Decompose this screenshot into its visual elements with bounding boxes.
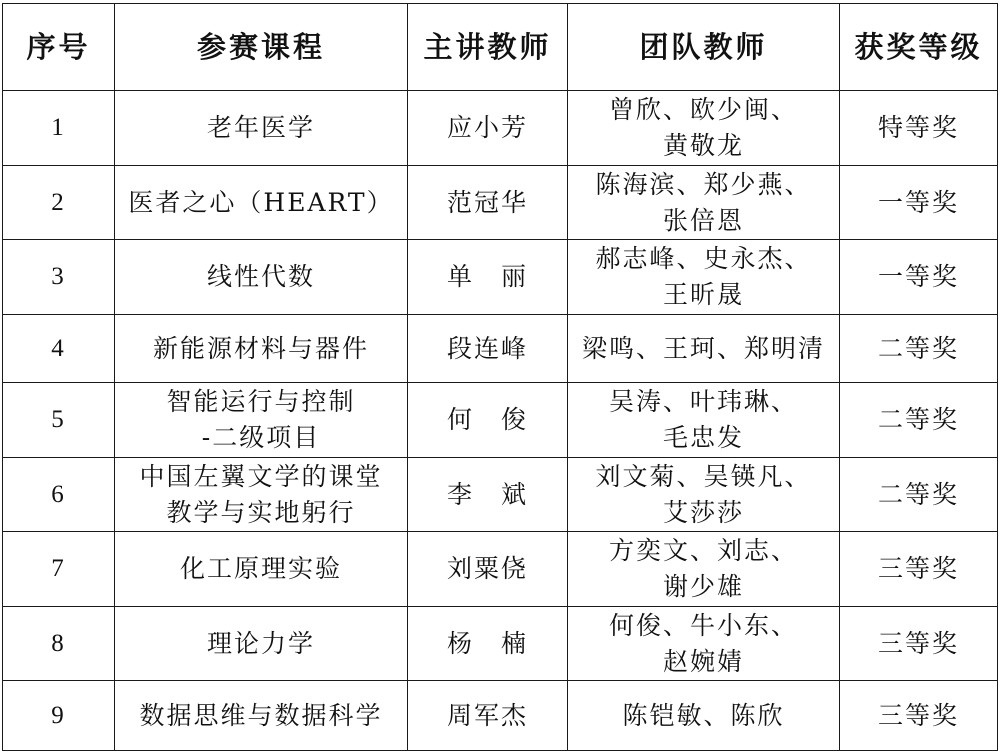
cell-course bbox=[115, 315, 408, 383]
cell-index: 4 bbox=[3, 315, 115, 383]
table-row bbox=[3, 383, 998, 458]
team-line: 方奕文、刘志、 bbox=[608, 536, 798, 565]
course-line: 智能运行与控制 bbox=[166, 387, 356, 416]
team-line: 梁鸣、王珂、郑明清 bbox=[581, 333, 825, 363]
team-line: 王昕晟 bbox=[662, 280, 744, 309]
cell-course bbox=[115, 166, 408, 240]
cell-course bbox=[115, 532, 408, 607]
course-line: 化工原理实验 bbox=[179, 554, 342, 583]
cell-lead-teacher: 杨 楠 bbox=[408, 607, 568, 681]
cell-award-level: 特等奖 bbox=[840, 91, 998, 166]
course-line: 新能源材料与器件 bbox=[152, 333, 369, 363]
cell-course bbox=[115, 458, 408, 532]
course-line: 理论力学 bbox=[206, 628, 315, 658]
team-line: 吴涛、叶玮琳、 bbox=[608, 387, 798, 416]
team-line: 黄敬龙 bbox=[662, 131, 744, 160]
cell-index: 6 bbox=[3, 458, 115, 532]
header-course: 参赛课程 bbox=[115, 4, 408, 91]
cell-team-teachers bbox=[568, 681, 840, 751]
cell-index: 2 bbox=[3, 166, 115, 240]
team-line: 曾欣、欧少闽、 bbox=[608, 95, 798, 124]
team-line: 刘文菊、吴锳凡、 bbox=[595, 461, 812, 491]
table-row bbox=[3, 240, 998, 315]
cell-award-level: 二等奖 bbox=[840, 383, 998, 458]
team-line: 毛忠发 bbox=[662, 423, 744, 452]
cell-award-level: 三等奖 bbox=[840, 532, 998, 607]
header-lead-teacher: 主讲教师 bbox=[408, 4, 568, 91]
course-line: -二级项目 bbox=[201, 423, 321, 452]
cell-index: 1 bbox=[3, 91, 115, 166]
table-row bbox=[3, 315, 998, 383]
course-line: 老年医学 bbox=[206, 113, 315, 142]
course-line: 中国左翼文学的课堂 bbox=[139, 461, 383, 491]
awards-table bbox=[2, 3, 998, 751]
course-line: 线性代数 bbox=[206, 262, 315, 291]
team-line: 赵婉婧 bbox=[662, 646, 744, 676]
cell-course bbox=[115, 607, 408, 681]
cell-lead-teacher: 刘粟侥 bbox=[408, 532, 568, 607]
team-line: 郝志峰、史永杰、 bbox=[595, 244, 812, 273]
cell-team-teachers bbox=[568, 315, 840, 383]
cell-lead-teacher: 段连峰 bbox=[408, 315, 568, 383]
header-row bbox=[3, 4, 998, 91]
header-award-level: 获奖等级 bbox=[840, 4, 998, 91]
cell-award-level: 三等奖 bbox=[840, 681, 998, 751]
cell-index: 5 bbox=[3, 383, 115, 458]
cell-index: 8 bbox=[3, 607, 115, 681]
team-line: 谢少雄 bbox=[662, 572, 744, 601]
cell-team-teachers bbox=[568, 458, 840, 532]
cell-lead-teacher: 李 斌 bbox=[408, 458, 568, 532]
cell-award-level: 三等奖 bbox=[840, 607, 998, 681]
table-row bbox=[3, 91, 998, 166]
team-line: 张倍恩 bbox=[662, 205, 744, 235]
cell-award-level: 二等奖 bbox=[840, 315, 998, 383]
cell-course bbox=[115, 383, 408, 458]
cell-index: 9 bbox=[3, 681, 115, 751]
cell-lead-teacher: 应小芳 bbox=[408, 91, 568, 166]
cell-course bbox=[115, 240, 408, 315]
course-line: 数据思维与数据科学 bbox=[139, 700, 383, 730]
cell-index: 7 bbox=[3, 532, 115, 607]
course-line: 医者之心（HEART） bbox=[128, 187, 394, 217]
table-row bbox=[3, 166, 998, 240]
cell-lead-teacher: 周军杰 bbox=[408, 681, 568, 751]
cell-index: 3 bbox=[3, 240, 115, 315]
cell-award-level: 一等奖 bbox=[840, 240, 998, 315]
cell-team-teachers bbox=[568, 166, 840, 240]
team-line: 陈铠敏、陈欣 bbox=[622, 700, 785, 730]
table-row bbox=[3, 607, 998, 681]
cell-team-teachers bbox=[568, 532, 840, 607]
cell-team-teachers bbox=[568, 240, 840, 315]
table-row bbox=[3, 532, 998, 607]
team-line: 陈海滨、郑少燕、 bbox=[595, 169, 812, 199]
table-row bbox=[3, 458, 998, 532]
cell-lead-teacher: 何 俊 bbox=[408, 383, 568, 458]
cell-award-level: 一等奖 bbox=[840, 166, 998, 240]
cell-award-level: 二等奖 bbox=[840, 458, 998, 532]
header-team-teachers: 团队教师 bbox=[568, 4, 840, 91]
team-line: 何俊、牛小东、 bbox=[608, 610, 798, 640]
cell-team-teachers bbox=[568, 91, 840, 166]
cell-course bbox=[115, 681, 408, 751]
header-index: 序号 bbox=[3, 4, 115, 91]
cell-course bbox=[115, 91, 408, 166]
cell-lead-teacher: 范冠华 bbox=[408, 166, 568, 240]
table-row bbox=[3, 681, 998, 751]
cell-team-teachers bbox=[568, 383, 840, 458]
team-line: 艾莎莎 bbox=[662, 497, 744, 527]
cell-lead-teacher: 单 丽 bbox=[408, 240, 568, 315]
course-line: 教学与实地躬行 bbox=[166, 497, 356, 527]
cell-team-teachers bbox=[568, 607, 840, 681]
